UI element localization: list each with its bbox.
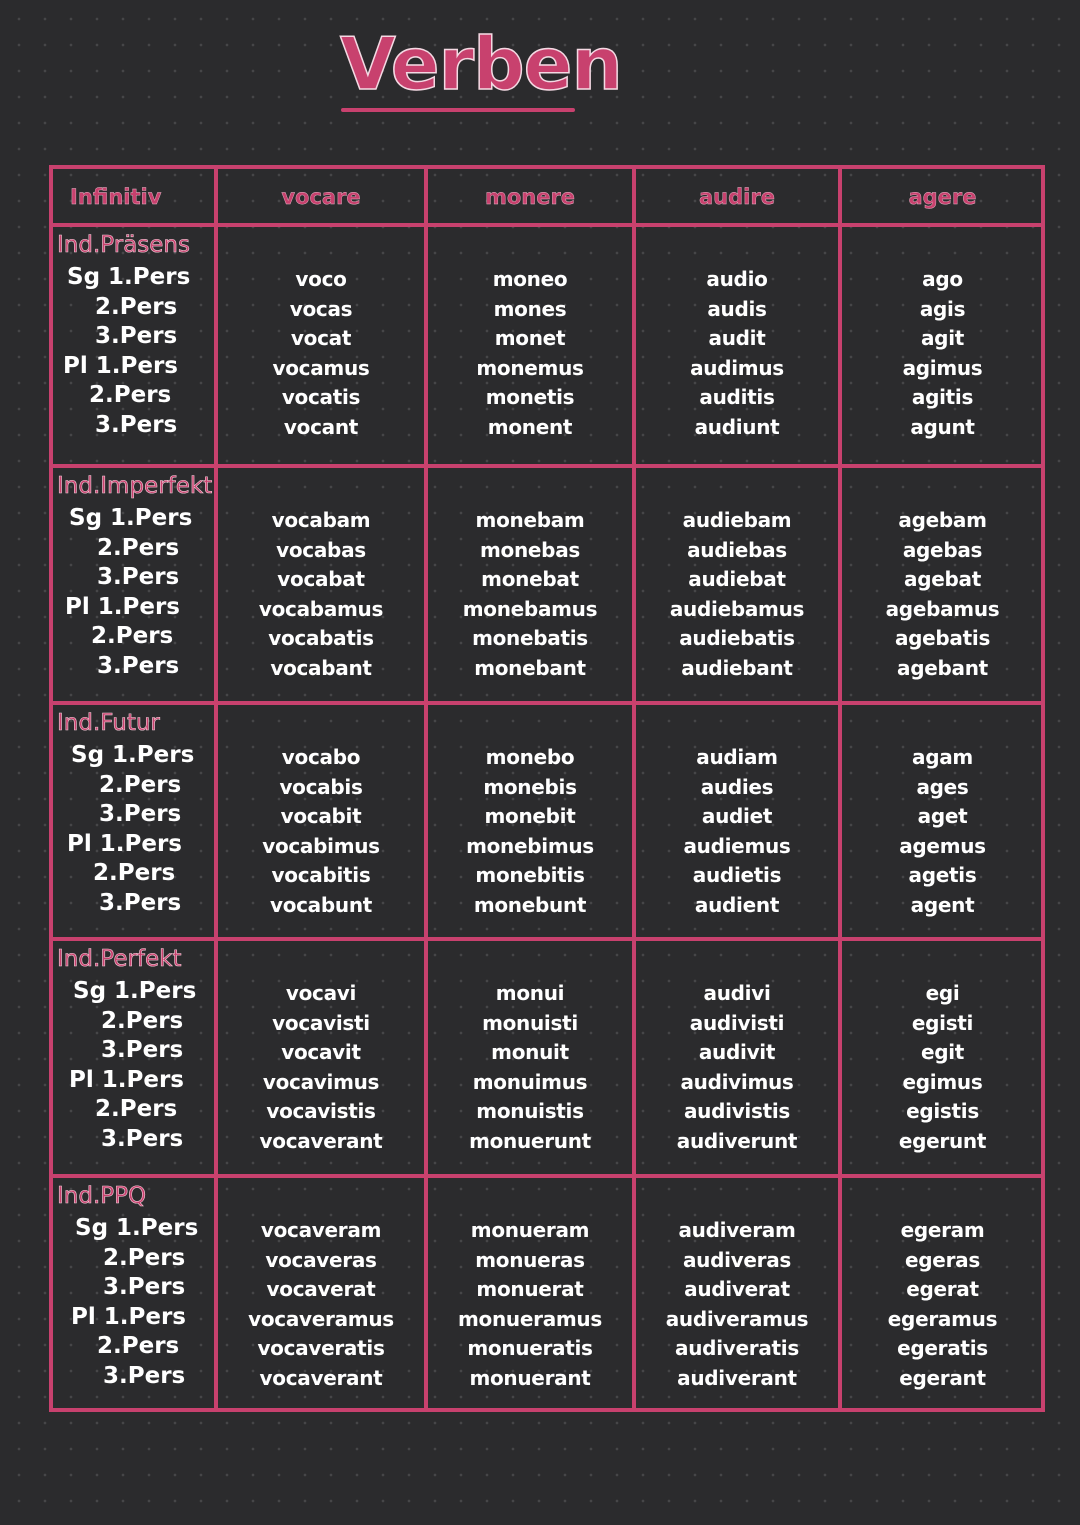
verb-form: monetis <box>485 385 575 410</box>
forms-audire <box>634 506 840 684</box>
section-title: Ind.PPQ <box>57 1183 147 1209</box>
verb-form: vocabatis <box>268 626 374 651</box>
person-label: 2.Pers <box>95 293 178 320</box>
verb-form: audivit <box>698 1040 776 1065</box>
verb-form: monebitis <box>475 863 585 888</box>
forms-vocare <box>216 743 426 921</box>
person-label: 3.Pers <box>101 1037 184 1064</box>
verb-form: audiebamus <box>669 596 805 621</box>
person-label: 3.Pers <box>97 653 180 679</box>
verb-form: audiebatis <box>679 626 795 651</box>
verb-form: egi <box>925 981 960 1005</box>
verb-form: monebis <box>483 774 577 799</box>
person-label: 3.Pers <box>101 1126 184 1152</box>
forms-vocare <box>216 979 426 1157</box>
conjugation-table <box>49 165 1045 1412</box>
person-label: 3.Pers <box>97 564 180 591</box>
verb-form: audiebam <box>682 508 792 532</box>
verb-form: monueratis <box>467 1336 593 1361</box>
verb-form: vocabit <box>280 804 362 829</box>
verb-form: egerant <box>899 1365 986 1390</box>
person-label: Sg 1.Pers <box>71 742 195 768</box>
verb-form: audiebat <box>688 567 786 592</box>
forms-monere <box>426 743 634 921</box>
forms-monere <box>426 506 634 684</box>
verb-form: agimus <box>902 355 983 380</box>
verb-form: audiet <box>701 804 773 829</box>
page-title: Verben <box>340 22 622 106</box>
person-label: 2.Pers <box>103 1244 186 1271</box>
verb-form: monueram <box>470 1218 590 1242</box>
person-label: Sg 1.Pers <box>73 978 197 1004</box>
person-label: 3.Pers <box>99 890 182 916</box>
verb-form: audietis <box>692 863 782 888</box>
verb-form: agitis <box>911 385 974 410</box>
verb-form: agunt <box>910 414 975 439</box>
header-verb-agere: agere <box>908 185 977 209</box>
verb-form: monebo <box>485 745 575 769</box>
section-title: Ind.Imperfekt <box>57 473 213 499</box>
verb-form: audis <box>707 296 767 321</box>
person-label: Pl 1.Pers <box>69 1066 184 1093</box>
verb-form: audiebant <box>681 655 793 680</box>
verb-form: voco <box>295 267 347 291</box>
verb-form: egerunt <box>898 1128 987 1153</box>
person-label: 3.Pers <box>103 1274 186 1301</box>
verb-form: monebatis <box>472 626 588 651</box>
verb-form: monui <box>495 981 565 1005</box>
forms-audire <box>634 743 840 921</box>
forms-vocare <box>216 265 426 443</box>
verb-form: audit <box>708 326 766 351</box>
verb-form: audiverant <box>677 1365 797 1390</box>
verb-form: audiverat <box>684 1277 790 1302</box>
verb-form: agebam <box>898 508 987 532</box>
person-label: 3.Pers <box>103 1363 186 1389</box>
verb-form: monuerat <box>476 1277 584 1302</box>
person-label: Pl 1.Pers <box>65 593 180 620</box>
person-label: 2.Pers <box>101 1007 184 1034</box>
forms-audire <box>634 265 840 443</box>
verb-form: audivimus <box>680 1069 794 1094</box>
verb-form: vocaverat <box>266 1277 376 1302</box>
verb-form: aget <box>917 804 968 829</box>
forms-agere <box>840 979 1045 1157</box>
verb-form: audivisti <box>689 1010 785 1035</box>
verb-form: audiveratis <box>675 1336 799 1361</box>
forms-vocare <box>216 506 426 684</box>
verb-form: agemus <box>899 833 986 858</box>
person-label: Pl 1.Pers <box>63 352 178 379</box>
verb-form: audiam <box>696 745 778 769</box>
person-label: Pl 1.Pers <box>71 1303 186 1330</box>
verb-form: monemus <box>476 355 584 380</box>
verb-form: egeram <box>900 1218 985 1242</box>
forms-agere <box>840 265 1045 443</box>
person-label: 2.Pers <box>97 534 180 561</box>
verb-form: monent <box>487 414 573 439</box>
verb-form: agetis <box>908 863 977 888</box>
person-label: 2.Pers <box>99 771 182 798</box>
person-label: 2.Pers <box>93 860 176 887</box>
verb-form: moneo <box>492 267 568 291</box>
verb-form: ages <box>916 774 969 799</box>
person-label: Sg 1.Pers <box>69 505 193 531</box>
row-divider <box>53 701 1041 705</box>
verb-form: audiebas <box>687 537 787 562</box>
verb-form: monueramus <box>458 1306 602 1331</box>
person-label: 3.Pers <box>95 412 178 438</box>
verb-form: egerat <box>906 1277 979 1302</box>
verb-form: monebat <box>481 567 579 592</box>
person-label: 3.Pers <box>95 323 178 350</box>
verb-form: agebant <box>897 655 988 680</box>
person-label: 2.Pers <box>97 1333 180 1360</box>
verb-form: audiveras <box>682 1247 792 1272</box>
person-label: Sg 1.Pers <box>67 264 191 290</box>
verb-form: egimus <box>902 1069 983 1094</box>
verb-form: egistis <box>906 1099 979 1124</box>
verb-form: vocabimus <box>262 833 380 858</box>
verb-form: vocabitis <box>271 863 371 888</box>
verb-form: audies <box>700 774 774 799</box>
verb-form: agebat <box>904 567 981 592</box>
section-title: Ind.Präsens <box>57 232 190 258</box>
forms-agere <box>840 1216 1045 1394</box>
verb-form: audiverunt <box>676 1128 798 1153</box>
verb-form: ago <box>922 267 963 291</box>
verb-form: agebamus <box>885 596 1000 621</box>
verb-form: audiunt <box>694 414 780 439</box>
verb-form: monuisti <box>482 1010 578 1035</box>
verb-form: egit <box>920 1040 965 1065</box>
verb-form: monebas <box>480 537 580 562</box>
verb-form: vocavimus <box>262 1069 380 1094</box>
verb-form: monet <box>494 326 566 351</box>
forms-agere <box>840 743 1045 921</box>
verb-form: vocatis <box>281 385 361 410</box>
verb-form: vocabat <box>277 567 365 592</box>
verb-form: audimus <box>690 355 784 380</box>
forms-monere <box>426 265 634 443</box>
person-label: Sg 1.Pers <box>75 1215 199 1241</box>
verb-form: audiemus <box>683 833 791 858</box>
verb-form: vocaveratis <box>257 1336 385 1361</box>
section-title: Ind.Futur <box>57 710 160 736</box>
verb-form: monuit <box>491 1040 569 1065</box>
verb-form: audivi <box>703 981 771 1005</box>
verb-form: egeras <box>905 1247 980 1272</box>
verb-form: vocabunt <box>269 892 373 917</box>
verb-form: audivistis <box>683 1099 791 1124</box>
verb-form: egeratis <box>897 1336 988 1361</box>
header-verb-monere: monere <box>484 185 576 209</box>
forms-monere <box>426 1216 634 1394</box>
verb-form: agebas <box>902 537 983 562</box>
person-label: 2.Pers <box>89 382 172 409</box>
verb-form: agent <box>910 892 975 917</box>
person-label: Pl 1.Pers <box>67 830 182 857</box>
verb-form: monuistis <box>476 1099 584 1124</box>
forms-audire <box>634 979 840 1157</box>
verb-form: vocabas <box>276 537 366 562</box>
section-title: Ind.Perfekt <box>57 946 182 972</box>
verb-form: agit <box>920 326 965 351</box>
verb-form: vocaveramus <box>248 1306 394 1331</box>
verb-form: vocaverant <box>259 1128 383 1153</box>
header-verb-vocare: vocare <box>281 185 361 209</box>
verb-form: vocant <box>283 414 359 439</box>
verb-form: audiveramus <box>665 1306 809 1331</box>
verb-form: monebit <box>484 804 576 829</box>
verb-form: monebunt <box>473 892 587 917</box>
verb-form: monebimus <box>466 833 594 858</box>
verb-form: mones <box>493 296 567 321</box>
row-divider <box>53 937 1041 941</box>
forms-vocare <box>216 1216 426 1394</box>
forms-agere <box>840 506 1045 684</box>
row-divider <box>53 1174 1041 1178</box>
verb-form: vocaverant <box>259 1365 383 1390</box>
verb-form: vocavit <box>281 1040 361 1065</box>
verb-form: vocabamus <box>258 596 384 621</box>
person-label: 2.Pers <box>95 1096 178 1123</box>
verb-form: vocabam <box>271 508 371 532</box>
verb-form: monuimus <box>472 1069 588 1094</box>
person-label: 3.Pers <box>99 801 182 828</box>
verb-form: agam <box>912 745 973 769</box>
verb-form: auditis <box>699 385 775 410</box>
verb-form: audient <box>694 892 780 917</box>
forms-monere <box>426 979 634 1157</box>
verb-form: agis <box>919 296 966 321</box>
verb-form: egeramus <box>887 1306 998 1331</box>
verb-form: vocabis <box>279 774 363 799</box>
verb-form: vocat <box>290 326 352 351</box>
verb-form: egisti <box>911 1010 974 1035</box>
verb-form: monebam <box>475 508 585 532</box>
verb-form: vocabant <box>270 655 372 680</box>
verb-form: audio <box>706 267 768 291</box>
verb-form: monebamus <box>462 596 598 621</box>
verb-form: vocamus <box>272 355 370 380</box>
row-divider <box>53 464 1041 468</box>
verb-form: vocavistis <box>266 1099 376 1124</box>
verb-form: vocaveram <box>260 1218 382 1242</box>
verb-form: audiveram <box>678 1218 796 1242</box>
forms-audire <box>634 1216 840 1394</box>
title-underline <box>341 108 575 112</box>
verb-form: vocas <box>289 296 353 321</box>
person-label: 2.Pers <box>91 623 174 650</box>
verb-form: monuerant <box>469 1365 591 1390</box>
verb-form: monuerunt <box>469 1128 591 1153</box>
header-verb-audire: audire <box>699 185 775 209</box>
verb-form: agebatis <box>894 626 991 651</box>
verb-form: monebant <box>474 655 586 680</box>
header-infinitiv: Infinitiv <box>70 185 162 209</box>
verb-form: vocaveras <box>265 1247 377 1272</box>
verb-form: vocabo <box>281 745 361 769</box>
verb-form: vocavi <box>285 981 357 1005</box>
verb-form: monueras <box>475 1247 585 1272</box>
verb-form: vocavisti <box>272 1010 370 1035</box>
